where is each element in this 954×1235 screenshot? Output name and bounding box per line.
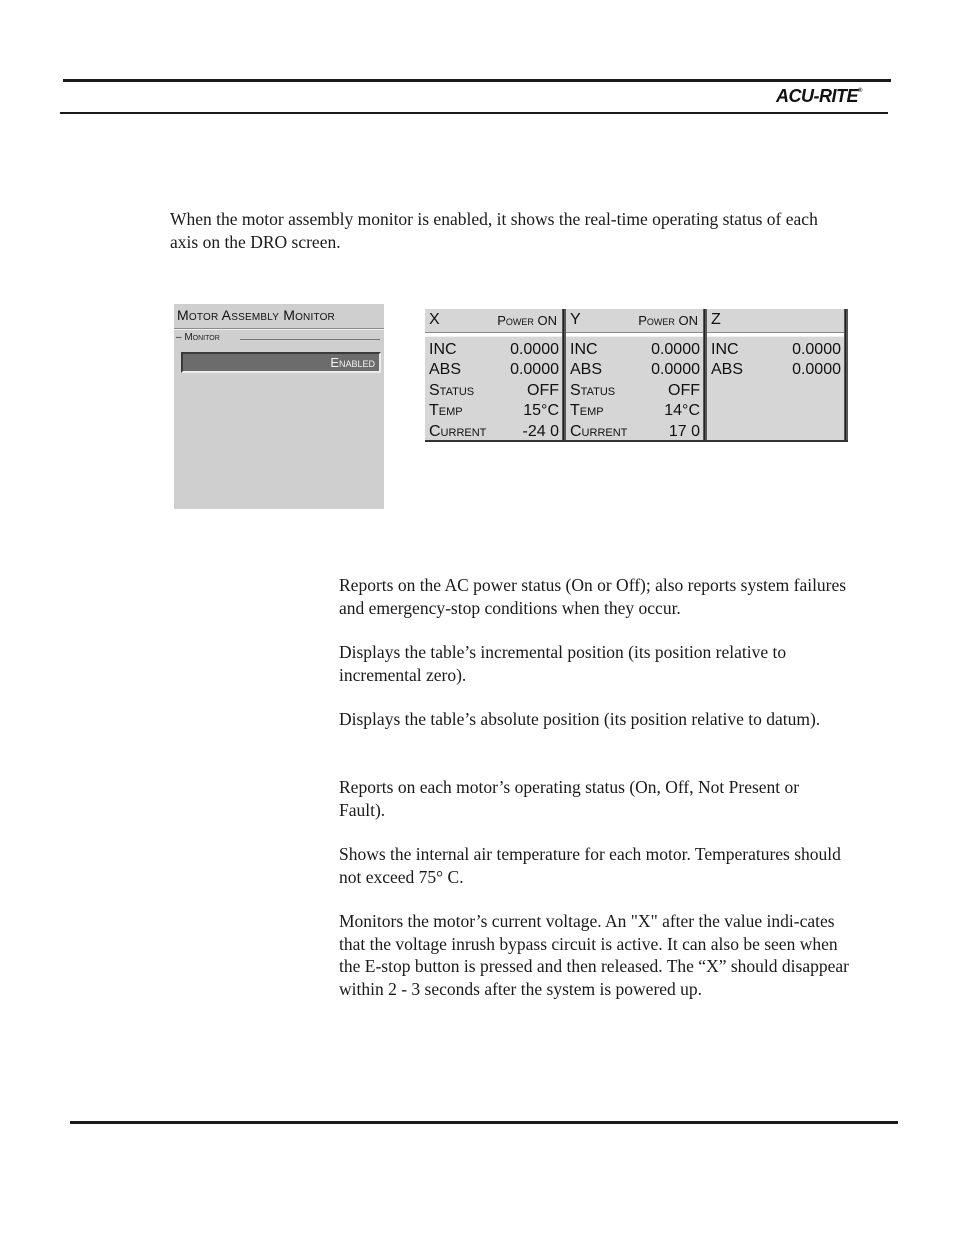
setup-panel [174, 304, 384, 509]
axis-readout [425, 336, 562, 442]
header-rule-top [63, 79, 891, 82]
monitor-select-field[interactable] [181, 352, 381, 373]
description-power: Reports on the AC power status (On or Off); also reports system failures and emergency-stop conditions when they occur. [339, 575, 847, 618]
readout-row-abs: ABS 0.0000 [570, 361, 700, 378]
readout-row-inc: INC 0.0000 [570, 341, 700, 358]
setup-group-label: – Monitor [176, 332, 220, 343]
footer-rule [70, 1121, 898, 1124]
brand-logo: ACU-RITE® [776, 86, 862, 106]
intro-paragraph: When the motor assembly monitor is enabled, it shows the real-time operating status of each axis on the DRO screen. [170, 209, 818, 252]
axis-header [707, 309, 844, 333]
column-divider [844, 309, 848, 442]
axis-letter: X [429, 311, 440, 328]
description-abs: Displays the table’s absolute position (its position relative to datum). [339, 709, 821, 729]
axis-letter: Z [711, 311, 721, 328]
axis-column-x [425, 309, 562, 442]
readout-row-inc: INC 0.0000 [711, 341, 841, 358]
dro-bottom-edge [425, 440, 848, 442]
readout-row-current: Current 17 0 [570, 423, 700, 440]
power-status: Power ON [497, 313, 557, 328]
axis-header [425, 309, 562, 333]
readout-row-temp: Temp 14°C [570, 402, 700, 419]
header-rule-bottom [60, 112, 888, 114]
setup-panel-title: Motor Assembly Monitor [177, 307, 335, 323]
description-status: Reports on each motor’s operating status (On, Off, Not Present or Fault). [339, 777, 800, 820]
readout-row-abs: ABS 0.0000 [429, 361, 559, 378]
axis-column-y [566, 309, 703, 442]
power-status: Power ON [638, 313, 698, 328]
axis-header [566, 309, 703, 333]
description-inc: Displays the table’s incremental position (its position relative to incremental zero). [339, 642, 787, 685]
readout-row-current: Current -24 0 [429, 423, 559, 440]
readout-row-status: Status OFF [429, 382, 559, 399]
axis-readout [566, 336, 703, 442]
axis-readout [707, 336, 844, 442]
readout-row-inc: INC 0.0000 [429, 341, 559, 358]
setup-divider-highlight [174, 329, 384, 330]
axis-letter: Y [570, 311, 581, 328]
readout-row-temp: Temp 15°C [429, 402, 559, 419]
readout-row-status: Status OFF [570, 382, 700, 399]
axis-column-z [707, 309, 844, 442]
setup-group-line [240, 339, 380, 340]
monitor-select-value: Enabled [330, 355, 375, 370]
readout-row-abs: ABS 0.0000 [711, 361, 841, 378]
description-temp: Shows the internal air temperature for each motor. Temperatures should not exceed 75° C. [339, 844, 841, 887]
description-current: Monitors the motor’s current voltage. An "X" after the value indi-cates that the voltage inrush bypass circuit is active. It can also be seen when the E-stop button is pressed and then released. The “X” should disappear within 2 - 3 seconds after the system is powered up. [339, 911, 849, 999]
